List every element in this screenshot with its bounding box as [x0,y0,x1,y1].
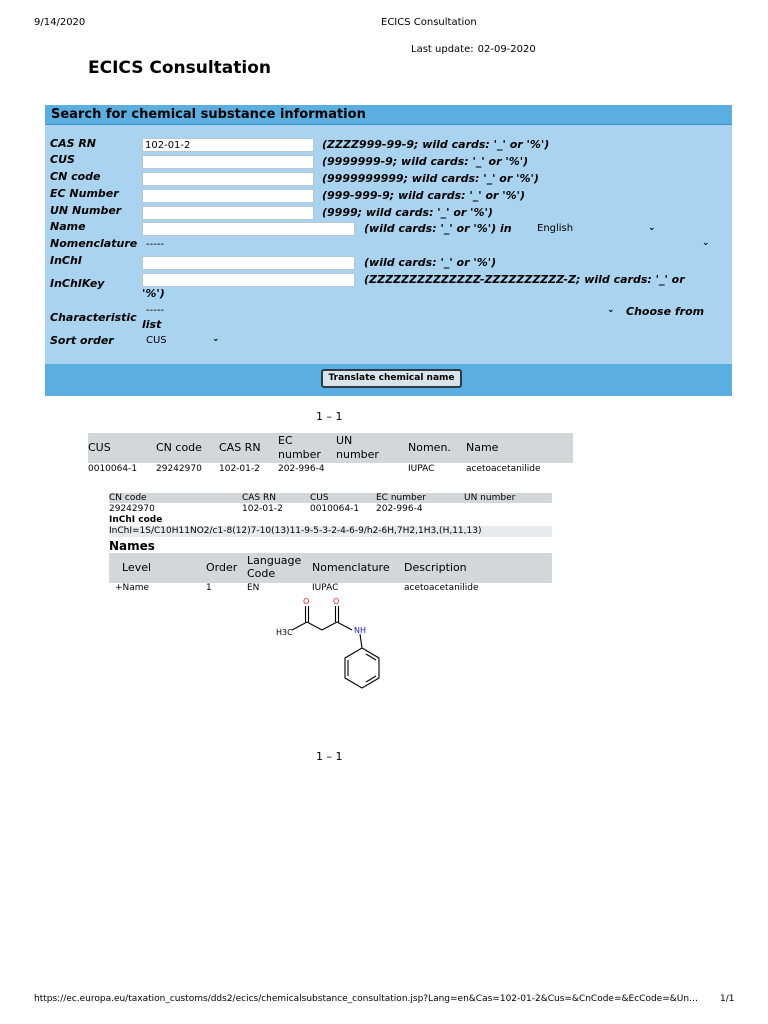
print-title: ECICS Consultation [381,17,477,28]
detail-table-header [109,493,552,503]
name-label: Name [50,220,86,233]
ec-number-input[interactable] [142,189,314,203]
inchi-input[interactable] [142,256,355,270]
names-level-toggle[interactable]: +Name [115,583,150,593]
search-panel-header [45,105,732,125]
result-name: acetoacetanilide [466,464,541,474]
pager-top[interactable]: 1 – 1 [316,410,343,423]
detail-cas-rn: 102-01-2 [242,504,283,514]
last-update-label: Last update: [411,44,474,55]
detail-header-cus: CUS [310,493,329,503]
search-panel-title: Search for chemical substance information [51,107,366,122]
inchikey-label: InChIKey [50,277,105,290]
names-header-language-code: Language Code [247,554,302,580]
column-header-name[interactable]: Name [466,441,499,454]
un-number-input[interactable] [142,206,314,220]
chevron-down-icon: ⌄ [607,305,615,315]
chemical-structure-image [270,592,400,697]
column-header-nomen[interactable]: Nomen. [408,441,451,454]
ec-number-hint: (999-999-9; wild cards: '_' or '%') [322,189,526,202]
methyl-label: H3C [276,628,293,637]
sort-order-label: Sort order [50,334,114,347]
cas-rn-input[interactable] [142,138,314,152]
cas-rn-label: CAS RN [50,137,97,150]
detail-header-cn-code: CN code [109,493,147,503]
last-update [411,44,536,55]
cn-code-label: CN code [50,170,101,183]
nomenclature-select-value: ----- [146,239,165,250]
column-header-cas-rn[interactable]: CAS RN [219,441,261,454]
names-header-nomenclature: Nomenclature [312,561,390,574]
cus-input[interactable] [142,155,314,169]
names-language-code: EN [247,583,260,593]
result-cus[interactable]: 0010064-1 [88,464,138,474]
names-nomenclature: IUPAC [312,583,339,593]
names-table-header [109,553,552,583]
pager-bottom[interactable]: 1 – 1 [316,750,343,763]
page-title: ECICS Consultation [88,58,272,78]
un-number-hint: (9999; wild cards: '_' or '%') [322,206,493,219]
inchikey-hint: (ZZZZZZZZZZZZZZ-ZZZZZZZZZZ-Z; wild cards: '_' or [364,273,685,286]
cas-rn-hint: (ZZZZ999-99-9; wild cards: '_' or '%') [322,138,550,151]
inchikey-hint-continued: '%') [142,287,165,300]
column-header-cus[interactable]: CUS [88,441,111,454]
chevron-down-icon: ⌄ [212,334,220,344]
inchi-code-label: InChI code [109,515,163,525]
search-panel [45,105,732,396]
translate-chemical-name-button[interactable]: Translate chemical name [321,369,462,388]
result-ec-number: 202-996-4 [278,464,325,474]
detail-cus: 0010064-1 [310,504,360,514]
print-date: 9/14/2020 [34,17,86,28]
names-header-level: Level [122,561,152,574]
cus-label: CUS [50,153,75,166]
characteristic-select-value: ----- [146,305,165,316]
nomenclature-label: Nomenclature [50,237,138,250]
characteristic-choose-text: Choose from [626,305,705,318]
print-footer-page: 1/1 [720,994,735,1004]
search-action-bar [45,364,732,396]
amide-oxygen-label: O [333,597,340,606]
result-cn-code: 29242970 [156,464,202,474]
names-order: 1 [206,583,212,593]
detail-header-ec-number: EC number [376,493,426,503]
sort-order-select-value: CUS [146,335,167,346]
column-header-cn-code[interactable]: CN code [156,441,202,454]
un-number-label: UN Number [50,204,122,217]
detail-ec-number: 202-996-4 [376,504,423,514]
print-footer-url: https://ec.europa.eu/taxation_customs/dds2/ecics/chemicalsubstance_consultation.jsp?Lang=en&Cas=102-01-2&Cus=&CnCode=&EcCode=&Un… [34,994,699,1004]
chevron-down-icon: ⌄ [702,238,710,248]
characteristic-list-text: list [142,318,162,331]
ketone-oxygen-label: O [303,597,310,606]
language-select-value: English [537,223,574,234]
names-description: acetoacetanilide [404,583,479,593]
column-header-un-number[interactable]: UN number [336,434,379,461]
amine-label: NH [354,626,366,635]
result-cas-rn: 102-01-2 [219,464,260,474]
detail-header-un-number: UN number [464,493,516,503]
inchi-hint: (wild cards: '_' or '%') [364,256,497,269]
inchikey-input[interactable] [142,273,355,287]
names-header-order: Order [206,561,238,574]
last-update-value: 02-09-2020 [477,44,536,55]
name-input[interactable] [142,222,355,236]
ec-number-label: EC Number [50,187,119,200]
result-nomen: IUPAC [408,464,435,474]
names-section-title: Names [109,539,155,553]
results-table-header [88,433,573,463]
name-hint: (wild cards: '_' or '%') in [364,222,512,235]
cn-code-input[interactable] [142,172,314,186]
chevron-down-icon: ⌄ [648,223,656,233]
column-header-ec-number[interactable]: EC number [278,434,321,461]
detail-cn-code: 29242970 [109,504,155,514]
detail-header-cas-rn: CAS RN [242,493,277,503]
names-header-description: Description [404,561,467,574]
characteristic-label: Characteristic [50,311,137,324]
cus-hint: (9999999-9; wild cards: '_' or '%') [322,155,529,168]
inchi-label: InChI [50,254,82,267]
cn-code-hint: (9999999999; wild cards: '_' or '%') [322,172,539,185]
inchi-code-value: InChI=1S/C10H11NO2/c1-8(12)7-10(13)11-9-5-3-2-4-6-9/h2-6H,7H2,1H3,(H,11,13) [109,526,482,536]
